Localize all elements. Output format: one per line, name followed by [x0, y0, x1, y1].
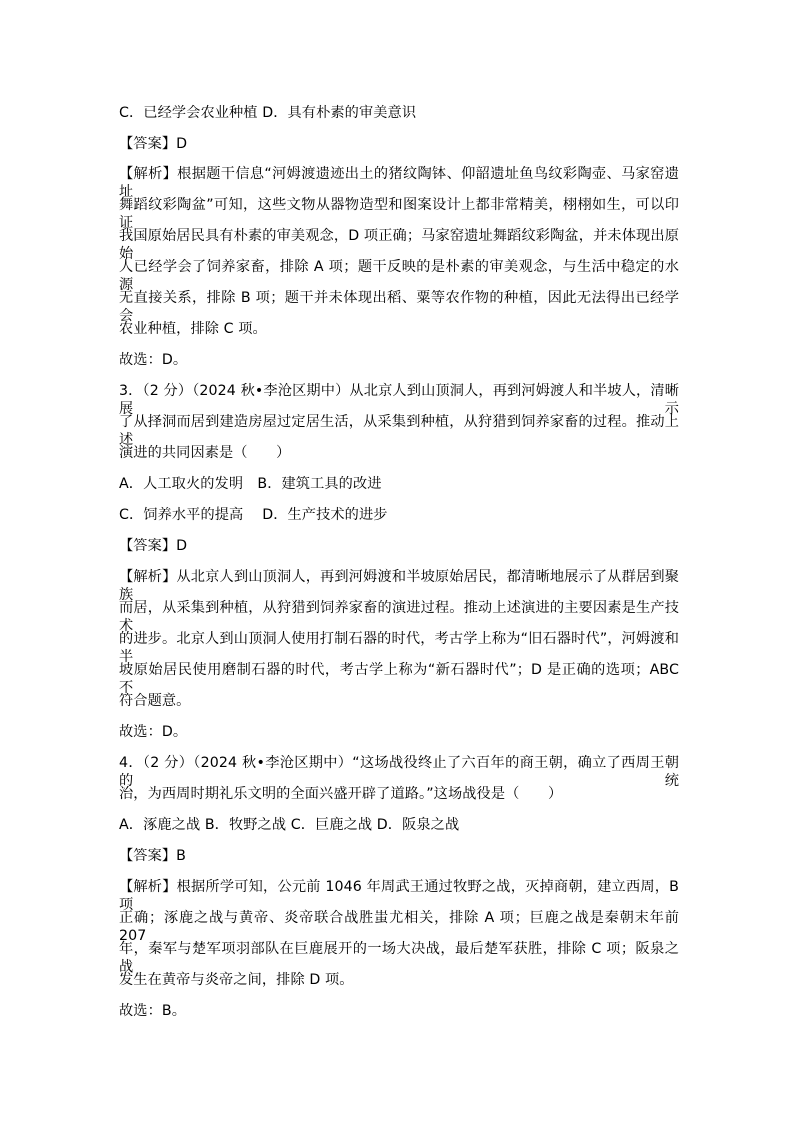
- analysis-line: 符合题意。: [119, 693, 191, 709]
- choice-line: 故选：D。: [119, 724, 188, 740]
- choice-line: 故选：B。: [119, 1003, 186, 1019]
- analysis-line: 年，秦军与楚军项羽部队在巨鹿展开的一场大决战，最后楚军获胜，排除 C 项；阪泉之战: [119, 941, 679, 975]
- analysis-line: 农业种植，排除 C 项。: [119, 321, 267, 337]
- answer-label: 【答案】D: [119, 136, 188, 152]
- question-3-stem: 3．（2 分）（2024 秋•李沧区期中）从北京人到山顶洞人，再到河姆渡人和半坡人，清晰展示: [119, 383, 679, 417]
- analysis-line: 坡原始居民使用磨制石器的时代，考古学上称为“新石器时代”；D 是正确的选项；ABC 不: [119, 662, 679, 696]
- analysis-line: 【解析】根据所学可知，公元前 1046 年周武王通过牧野之战，灭掉商朝，建立西周，B 项: [119, 879, 679, 913]
- analysis-line: 发生在黄帝与炎帝之间，排除 D 项。: [119, 972, 354, 988]
- question-3-stem: 了从择洞而居到建造房屋过定居生活，从采集到种植，从狩猎到饲养家畜的过程。推动上述: [119, 414, 679, 448]
- analysis-line: 正确；涿鹿之战与黄帝、炎帝联合战胜蚩尤相关，排除 A 项；巨鹿之战是秦朝末年前 207: [119, 910, 679, 944]
- analysis-line: 我国原始居民具有朴素的审美观念，D 项正确；马家窑遗址舞蹈纹彩陶盆，并未体现出原始: [119, 228, 679, 262]
- question-4-options: A．涿鹿之战 B．牧野之战 C．巨鹿之战 D．阪泉之战: [119, 817, 460, 833]
- question-4-stem: 4．（2 分）（2024 秋•李沧区期中）“这场战役终止了六百年的商王朝，确立了西周王朝的统: [119, 755, 679, 789]
- question-3-stem: 演进的共同因素是（ ）: [119, 445, 291, 461]
- question-3-options-ab: A．人工取火的发明 B．建筑工具的改进: [119, 476, 382, 492]
- analysis-line: 【解析】根据题干信息“河姆渡遗迹出土的猪纹陶钵、仰韶遗址鱼鸟纹彩陶壶、马家窑遗址: [119, 166, 679, 200]
- analysis-line: 而居，从采集到种植，从狩猎到饲养家畜的演进过程。推动上述演进的主要因素是生产技术: [119, 600, 679, 634]
- analysis-line: 舞蹈纹彩陶盆”可知，这些文物从器物造型和图案设计上都非常精美，栩栩如生，可以印证: [119, 197, 679, 231]
- choice-line: 故选：D。: [119, 352, 188, 368]
- answer-label: 【答案】D: [119, 538, 188, 554]
- analysis-line: 无直接关系，排除 B 项；题干并未体现出稻、粟等农作物的种植，因此无法得出已经学会: [119, 290, 679, 324]
- option-line-c-d: C．已经学会农业种植 D．具有朴素的审美意识: [119, 105, 417, 121]
- question-4-stem: 治，为西周时期礼乐文明的全面兴盛开辟了道路。”这场战役是（ ）: [119, 786, 563, 802]
- analysis-line: 人已经学会了饲养家畜，排除 A 项；题干反映的是朴素的审美观念，与生活中稳定的水源: [119, 259, 679, 293]
- analysis-line: 【解析】从北京人到山顶洞人，再到河姆渡和半坡原始居民，都清晰地展示了从群居到聚族: [119, 569, 679, 603]
- question-3-options-cd: C．饲养水平的提高 D．生产技术的进步: [119, 507, 388, 523]
- analysis-line: 的进步。北京人到山顶洞人使用打制石器的时代，考古学上称为“旧石器时代”，河姆渡和半: [119, 631, 679, 665]
- answer-label: 【答案】B: [119, 848, 186, 864]
